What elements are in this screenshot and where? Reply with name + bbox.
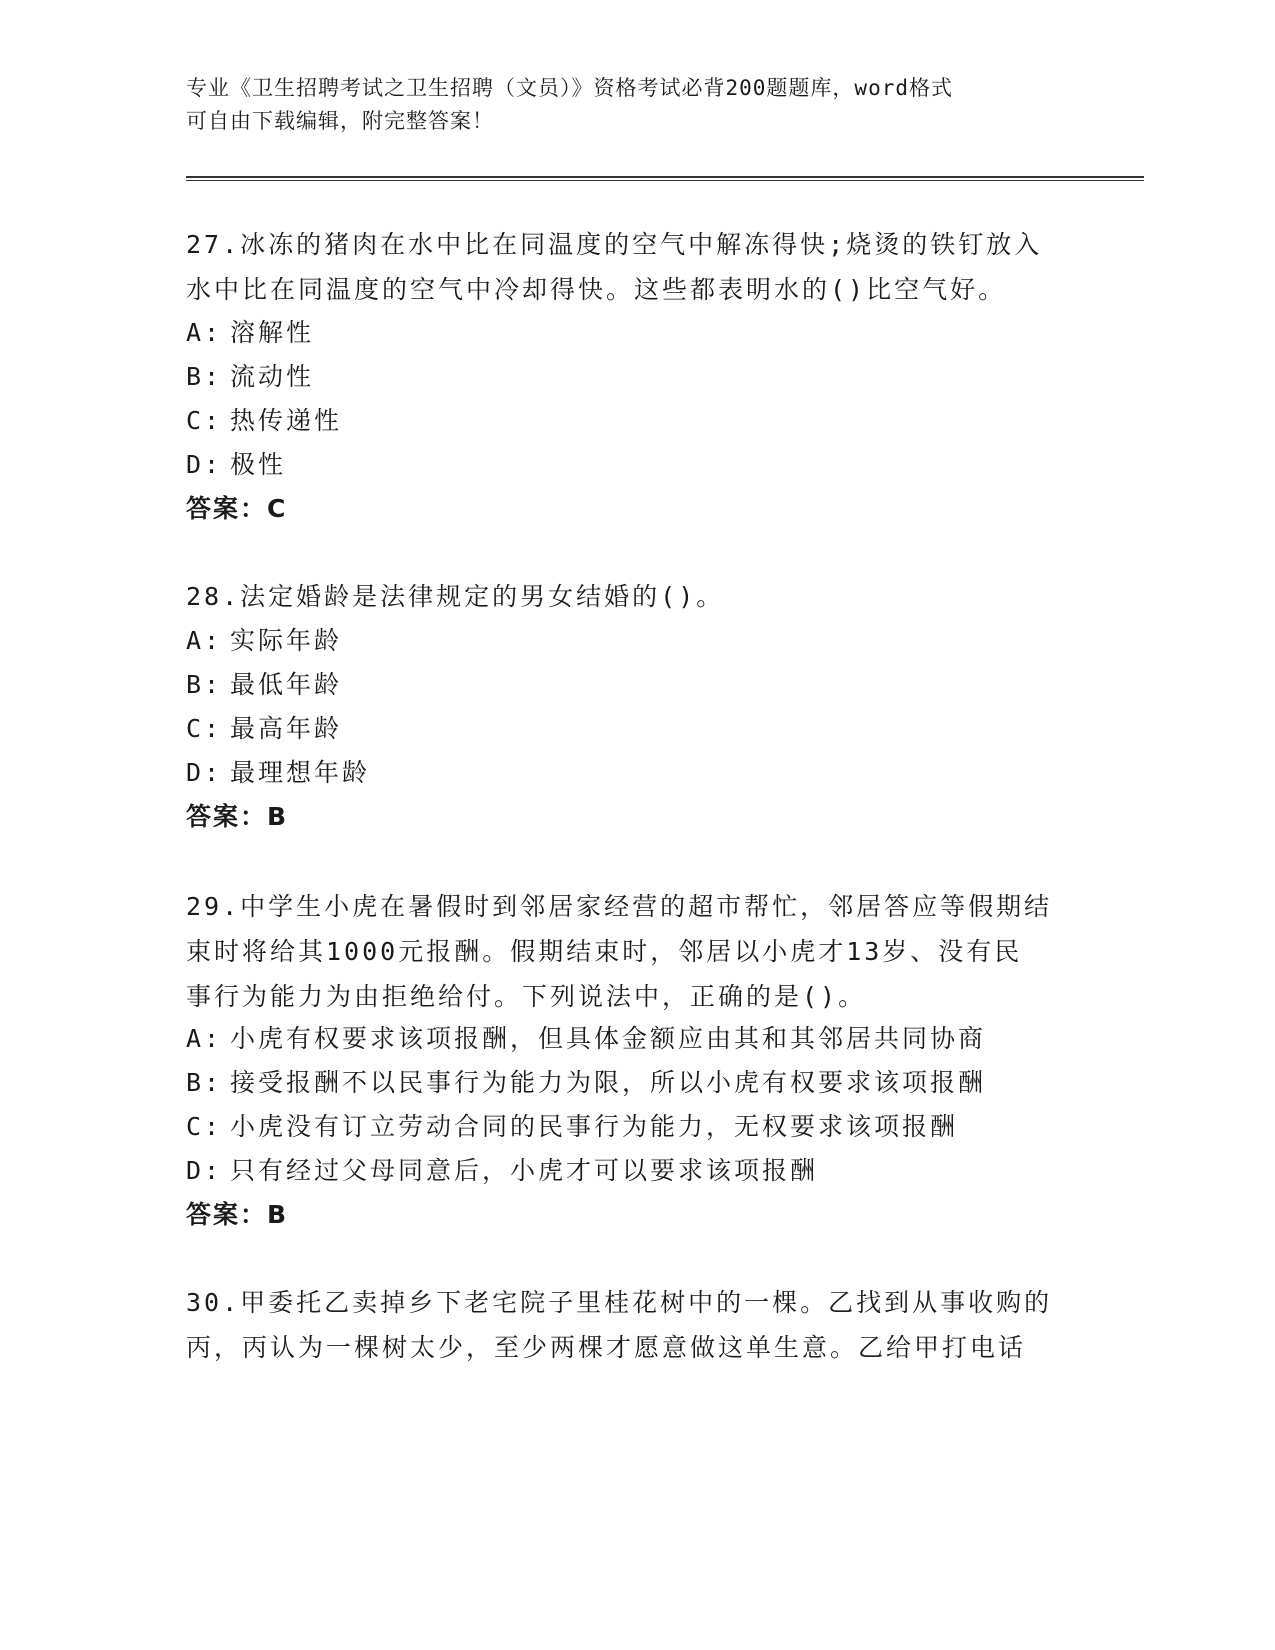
question-29-option-d: D: 只有经过父母同意后，小虎才可以要求该项报酬 <box>186 1156 819 1185</box>
document-header <box>186 72 1066 138</box>
question-28-option-a: A: 实际年龄 <box>186 626 343 655</box>
question-28-option-b: B: 最低年龄 <box>186 670 343 699</box>
header-line-1: 专业《卫生招聘考试之卫生招聘（文员）》资格考试必背200题题库，word格式 <box>186 76 953 100</box>
question-27-line-1: 27.冰冻的猪肉在水中比在同温度的空气中解冻得快;烧烫的铁钉放入 <box>186 230 1043 259</box>
question-27-option-a: A: 溶解性 <box>186 318 315 347</box>
question-30-line-2: 丙，丙认为一棵树太少，至少两棵才愿意做这单生意。乙给甲打电话 <box>186 1333 1027 1362</box>
question-28-line-1: 28.法定婚龄是法律规定的男女结婚的()。 <box>186 582 725 611</box>
question-29-line-3: 事行为能力为由拒绝给付。下列说法中，正确的是()。 <box>186 982 867 1011</box>
question-28-option-d: D: 最理想年龄 <box>186 758 371 787</box>
question-27-option-d: D: 极性 <box>186 450 287 479</box>
question-30-stem <box>186 1280 1086 1370</box>
question-29-line-1: 29.中学生小虎在暑假时到邻居家经营的超市帮忙，邻居答应等假期结 <box>186 892 1053 921</box>
question-28-stem <box>186 574 1086 619</box>
question-29-option-a: A: 小虎有权要求该项报酬，但具体金额应由其和其邻居共同协商 <box>186 1024 987 1053</box>
header-divider <box>186 176 1144 181</box>
question-27-line-2: 水中比在同温度的空气中冷却得快。这些都表明水的()比空气好。 <box>186 275 1007 304</box>
question-27-option-c: C: 热传递性 <box>186 406 343 435</box>
header-line-2: 可自由下载编辑，附完整答案！ <box>186 109 494 133</box>
question-30-line-1: 30.甲委托乙卖掉乡下老宅院子里桂花树中的一棵。乙找到从事收购的 <box>186 1288 1053 1317</box>
question-27-option-b: B: 流动性 <box>186 362 315 391</box>
question-29-answer: 答案：B <box>186 1200 289 1229</box>
question-29-option-c: C: 小虎没有订立劳动合同的民事行为能力，无权要求该项报酬 <box>186 1112 959 1141</box>
question-28-option-c: C: 最高年龄 <box>186 714 343 743</box>
question-27-stem <box>186 222 1086 312</box>
question-29-stem <box>186 884 1086 1019</box>
question-29-option-b: B: 接受报酬不以民事行为能力为限，所以小虎有权要求该项报酬 <box>186 1068 987 1097</box>
question-27-answer: 答案：C <box>186 494 288 523</box>
question-28-answer: 答案：B <box>186 802 289 831</box>
question-29-line-2: 束时将给其1000元报酬。假期结束时，邻居以小虎才13岁、没有民 <box>186 937 1023 966</box>
